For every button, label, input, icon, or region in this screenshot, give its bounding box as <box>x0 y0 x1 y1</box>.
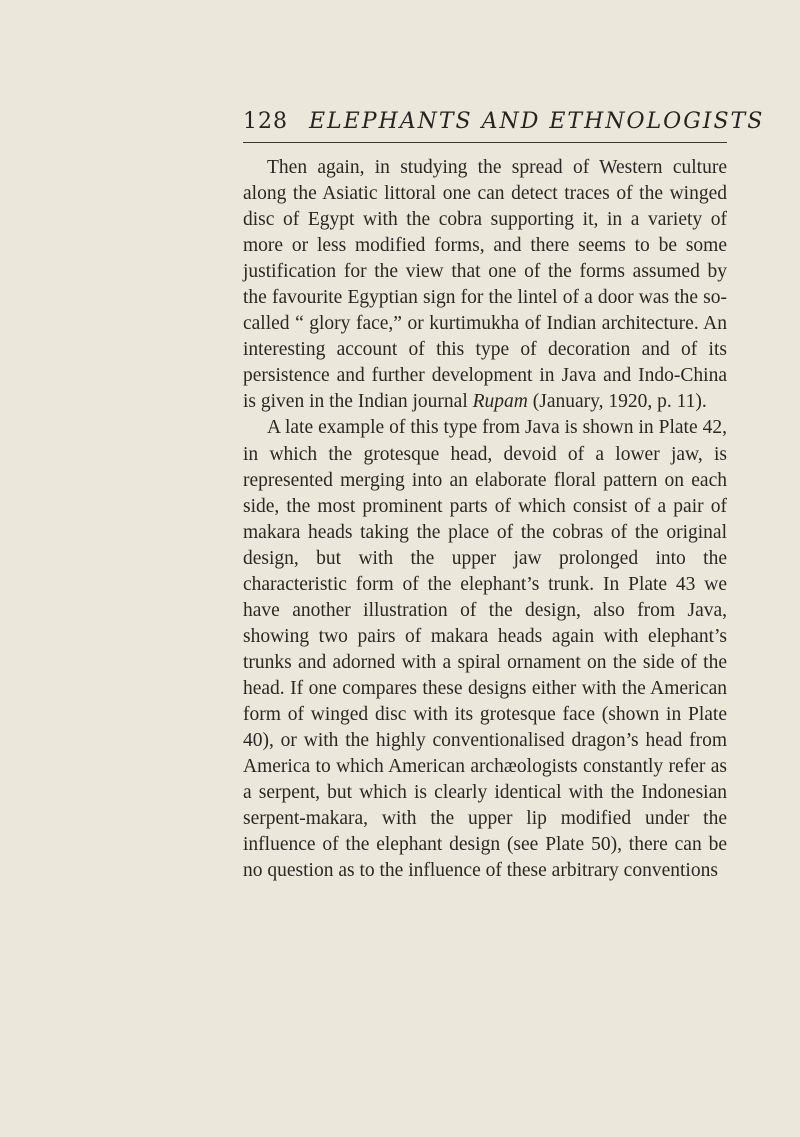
page-number: 128 <box>243 109 288 134</box>
paragraph-1-citation: (January, 1920, p. 11). <box>527 391 707 413</box>
journal-title: Rupam <box>472 391 528 413</box>
paragraph-1-text: Then again, in studying the spread of Western culture along the Asiatic littoral one can detect traces of the winged disc of Egypt with the cobra supporting it, in a variety of more or less modified forms, and there seems to be some justification for the view that one of the forms assumed by the favourite Egyptian sign for the lintel of a door was the so-called “ glory face,” or kurtimukha of Indian architecture. An interesting account of this type of decoration and of its persistence and further development in Java and Indo-China is given in the Indian journal <box>243 157 727 413</box>
paragraph-2-text: A late example of this type from Java is shown in Plate 42, in which the grotesque head, devoid of a lower jaw, is represented merging into an elaborate floral pattern on each side, the most prominent parts of which consist of a pair of makara heads taking the place of the cobras of the original design, but with the upper jaw prolonged into the characteristic form of the elephant’s trunk. In Plate 43 we have another illustration of the design, also from Java, showing two pairs of makara heads again with elephant’s trunks and adorned with a spiral ornament on the side of the head. If one compares these designs either with the American form of winged disc with its grotesque face (shown in Plate 40), or with the highly conventionalised dragon’s head from America to which American archæologists constantly refer as a serpent, but which is clearly identical with the Indonesian serpent-makara, with the upper lip modified under the influence of the elephant design (see Plate 50), there can be no question as to the influence of these arbitrary conventions <box>243 417 727 882</box>
page-header <box>243 100 765 144</box>
running-head: ELEPHANTS AND ETHNOLOGISTS <box>309 109 765 134</box>
paragraph-1 <box>243 155 727 415</box>
body-text <box>243 155 727 884</box>
header-rule <box>243 142 727 143</box>
paragraph-2 <box>243 415 727 884</box>
